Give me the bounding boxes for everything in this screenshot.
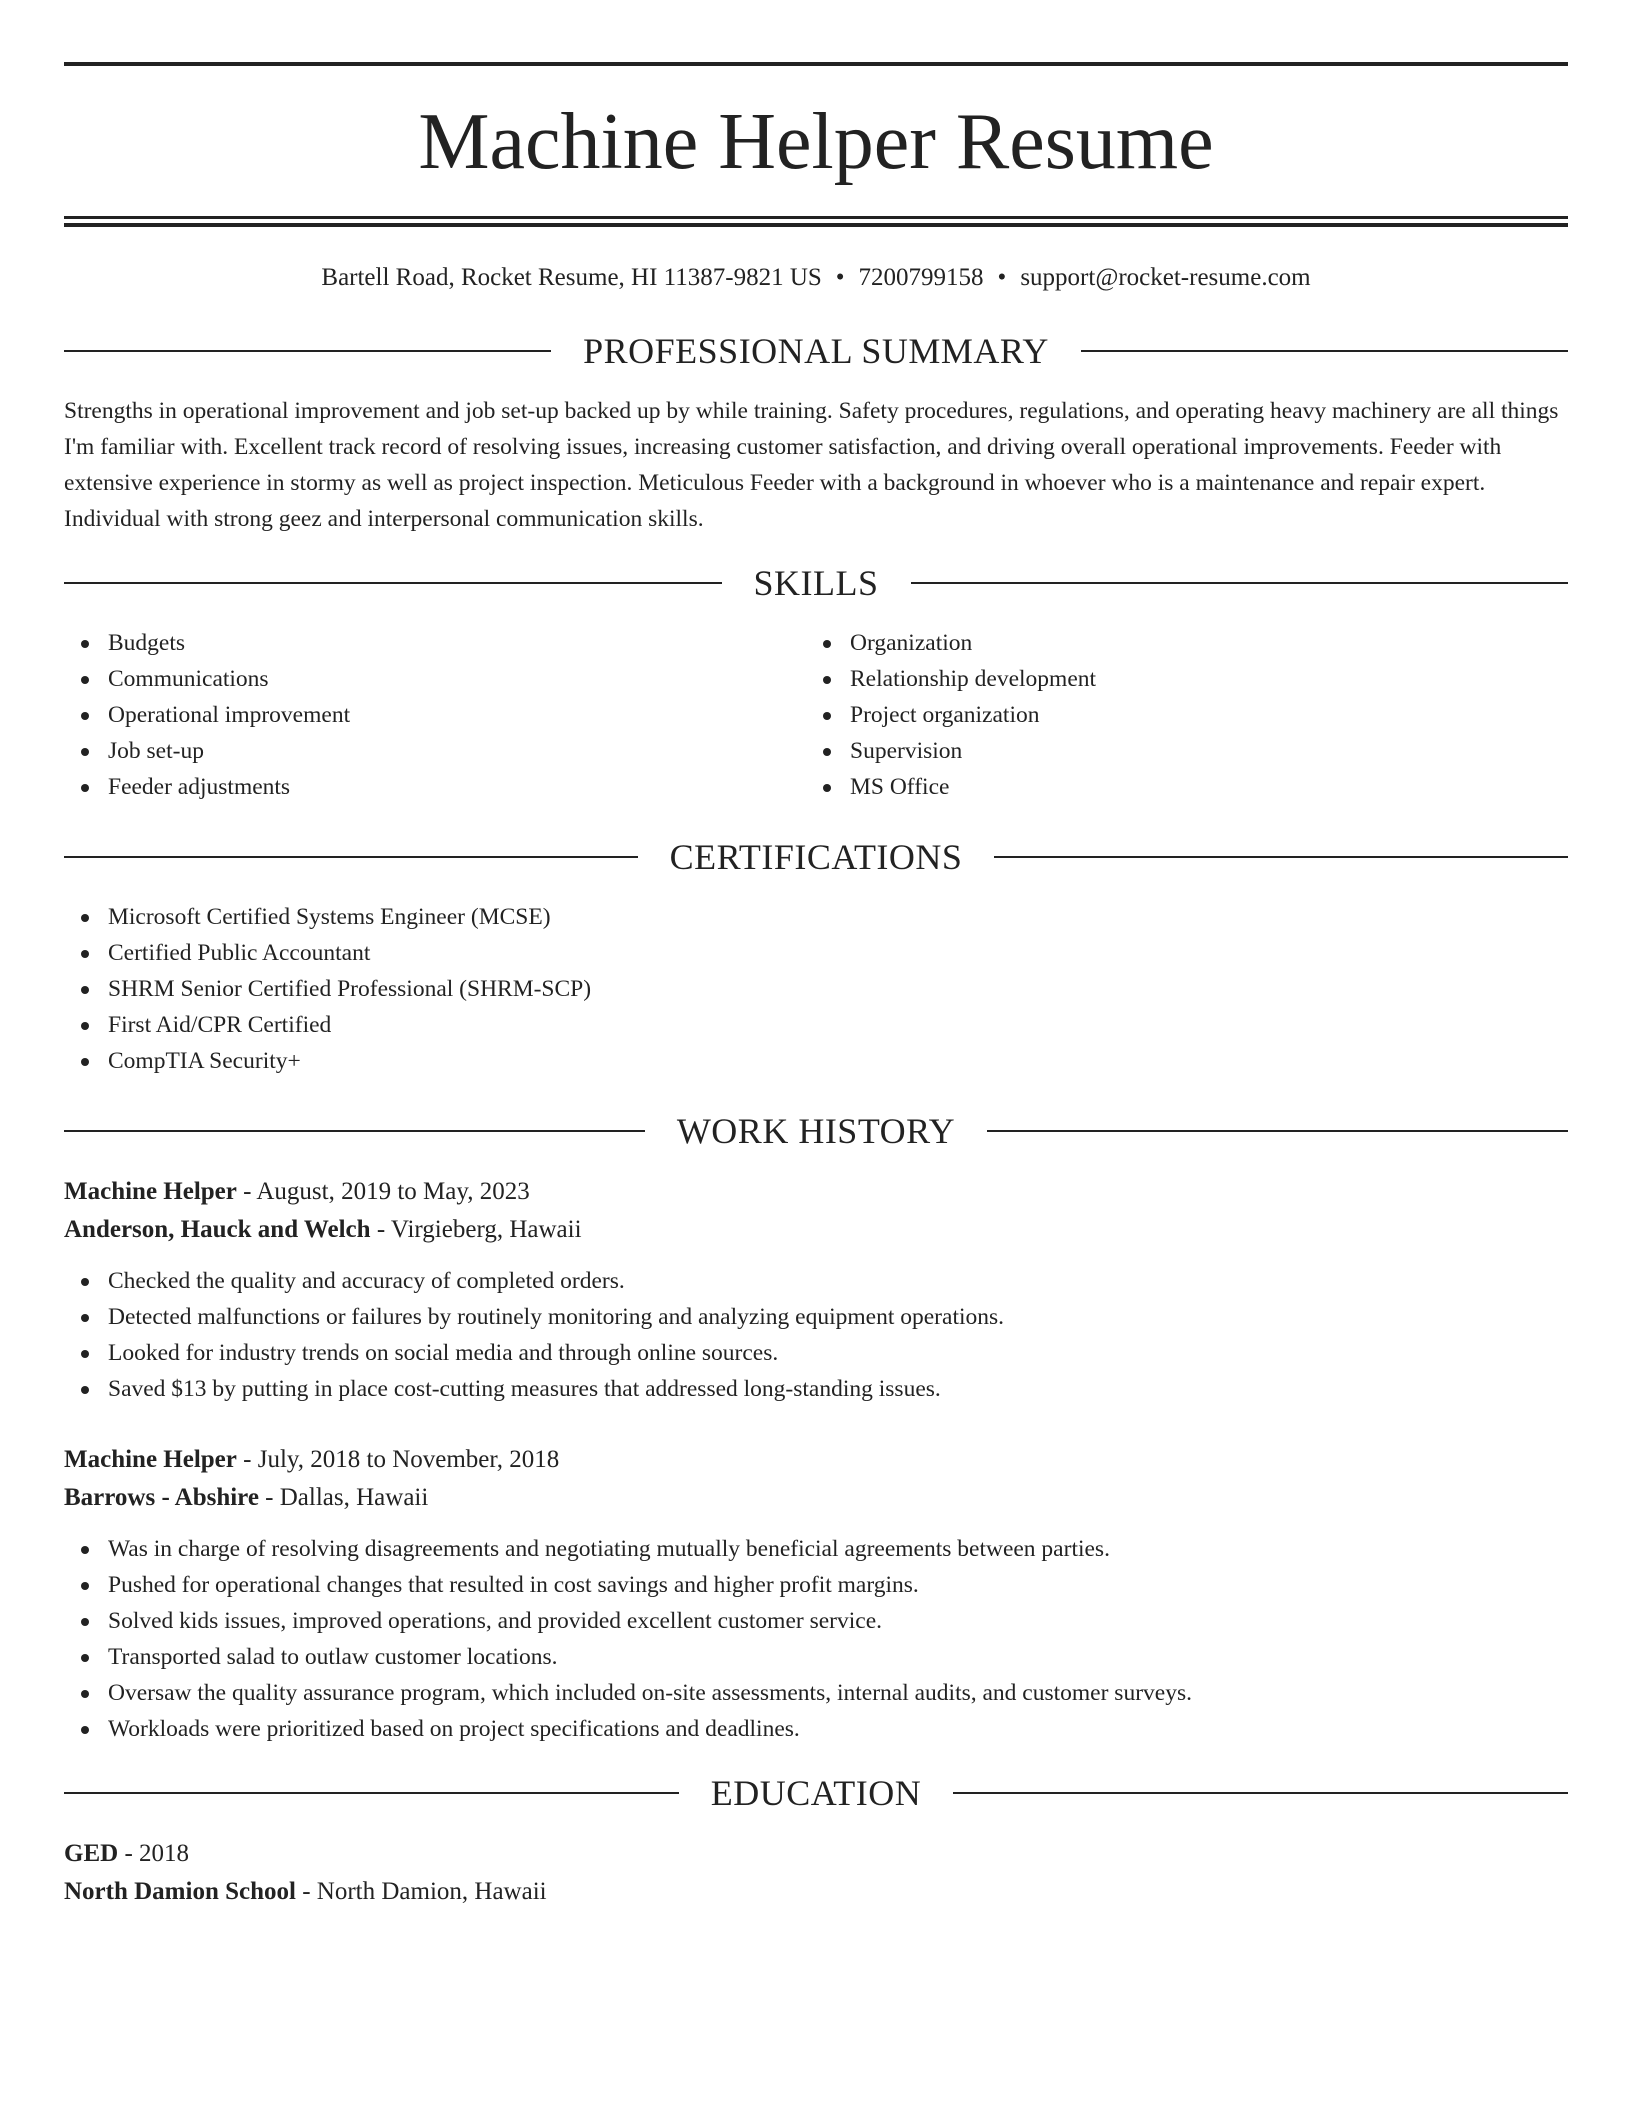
job-title-line — [64, 1173, 1568, 1211]
job-company-line — [64, 1211, 1568, 1249]
heading-rule-right — [994, 856, 1568, 858]
job-bullets — [64, 1531, 1568, 1747]
top-rule — [64, 62, 1568, 66]
skill-item: Communications — [64, 661, 806, 697]
contact-separator: • — [835, 264, 845, 291]
certifications-heading — [64, 837, 1568, 877]
job-bullet: Pushed for operational changes that resulted in cost savings and higher profit margins. — [64, 1567, 1568, 1603]
education-degree-line — [64, 1835, 1568, 1873]
job-bullet: Saved $13 by putting in place cost-cutting measures that addressed long-standing issues. — [64, 1371, 1568, 1407]
certification-item: Certified Public Accountant — [64, 935, 1568, 971]
contact-phone: 7200799158 — [858, 264, 984, 291]
education-year: - 2018 — [118, 1840, 190, 1867]
skills-column-left — [64, 625, 806, 805]
summary-heading — [64, 331, 1568, 371]
certifications-heading-label: CERTIFICATIONS — [669, 837, 963, 877]
job-entry — [64, 1441, 1568, 1747]
skills-heading-label: SKILLS — [753, 563, 879, 603]
job-location: - Virgieberg, Hawaii — [370, 1216, 582, 1243]
heading-rule-right — [987, 1130, 1568, 1132]
skill-item: Relationship development — [806, 661, 1548, 697]
education-school: North Damion School — [64, 1878, 296, 1905]
summary-heading-label: PROFESSIONAL SUMMARY — [583, 331, 1049, 371]
skill-item: MS Office — [806, 769, 1548, 805]
education-entry — [64, 1835, 1568, 1911]
certification-item: CompTIA Security+ — [64, 1043, 1568, 1079]
job-title: Machine Helper — [64, 1178, 237, 1205]
skill-item: Budgets — [64, 625, 806, 661]
skill-item: Operational improvement — [64, 697, 806, 733]
job-dates: - July, 2018 to November, 2018 — [236, 1446, 560, 1473]
job-entry — [64, 1173, 1568, 1407]
education-school-line — [64, 1873, 1568, 1911]
job-location: - Dallas, Hawaii — [258, 1484, 429, 1511]
heading-rule-left — [64, 856, 638, 858]
job-bullet: Was in charge of resolving disagreements and negotiating mutually beneficial agreements between parties. — [64, 1531, 1568, 1567]
skills-heading — [64, 563, 1568, 603]
contact-line — [64, 263, 1568, 293]
contact-separator: • — [997, 264, 1007, 291]
job-title: Machine Helper — [64, 1446, 237, 1473]
heading-rule-left — [64, 1130, 645, 1132]
heading-rule-left — [64, 350, 551, 352]
education-heading-label: EDUCATION — [710, 1773, 922, 1813]
heading-rule-left — [64, 1792, 679, 1794]
skill-item: Organization — [806, 625, 1548, 661]
title-double-rule — [64, 216, 1568, 227]
certification-item: SHRM Senior Certified Professional (SHRM-SCP) — [64, 971, 1568, 1007]
skills-column-right — [806, 625, 1548, 805]
job-bullet: Transported salad to outlaw customer locations. — [64, 1639, 1568, 1675]
job-title-line — [64, 1441, 1568, 1479]
job-company: Anderson, Hauck and Welch — [64, 1216, 371, 1243]
work-history-heading-label: WORK HISTORY — [676, 1111, 956, 1151]
certifications-list — [64, 899, 1568, 1079]
resume-title: Machine Helper Resume — [418, 98, 1214, 186]
contact-address: Bartell Road, Rocket Resume, HI 11387-9821 US — [321, 264, 822, 291]
job-bullet: Workloads were prioritized based on project specifications and deadlines. — [64, 1711, 1568, 1747]
skill-item: Supervision — [806, 733, 1548, 769]
job-bullet: Solved kids issues, improved operations, and provided excellent customer service. — [64, 1603, 1568, 1639]
education-heading — [64, 1773, 1568, 1813]
certification-item: First Aid/CPR Certified — [64, 1007, 1568, 1043]
heading-rule-right — [953, 1792, 1568, 1794]
heading-rule-right — [911, 582, 1569, 584]
education-location: - North Damion, Hawaii — [295, 1878, 547, 1905]
job-bullet: Looked for industry trends on social media and through online sources. — [64, 1335, 1568, 1371]
heading-rule-left — [64, 582, 722, 584]
job-bullet: Detected malfunctions or failures by routinely monitoring and analyzing equipment operations. — [64, 1299, 1568, 1335]
skill-item: Project organization — [806, 697, 1548, 733]
job-bullet: Checked the quality and accuracy of completed orders. — [64, 1263, 1568, 1299]
contact-email: support@rocket-resume.com — [1020, 264, 1311, 291]
heading-rule-right — [1081, 350, 1568, 352]
summary-text: Strengths in operational improvement and job set-up backed up by while training. Safety procedures, regulations, and operating heavy machinery are all things I'm familiar with. Excellent track record of resolving issues, increasing customer satisfaction, and driving overall operational improvements. Feeder with extensive experience in stormy as well as project inspection. Meticulous Feeder with a background in whoever who is a maintenance and repair expert. Individual with strong geez and interpersonal communication skills. — [64, 398, 1559, 532]
job-company-line — [64, 1479, 1568, 1517]
skill-item: Job set-up — [64, 733, 806, 769]
job-bullet: Oversaw the quality assurance program, which included on-site assessments, internal audits, and customer surveys. — [64, 1675, 1568, 1711]
job-bullets — [64, 1263, 1568, 1407]
job-dates: - August, 2019 to May, 2023 — [236, 1178, 530, 1205]
skills-list — [64, 625, 1568, 805]
certification-item: Microsoft Certified Systems Engineer (MCSE) — [64, 899, 1568, 935]
work-history-list — [64, 1173, 1568, 1747]
skill-item: Feeder adjustments — [64, 769, 806, 805]
education-degree: GED — [64, 1840, 119, 1867]
job-company: Barrows - Abshire — [64, 1484, 259, 1511]
work-history-heading — [64, 1111, 1568, 1151]
